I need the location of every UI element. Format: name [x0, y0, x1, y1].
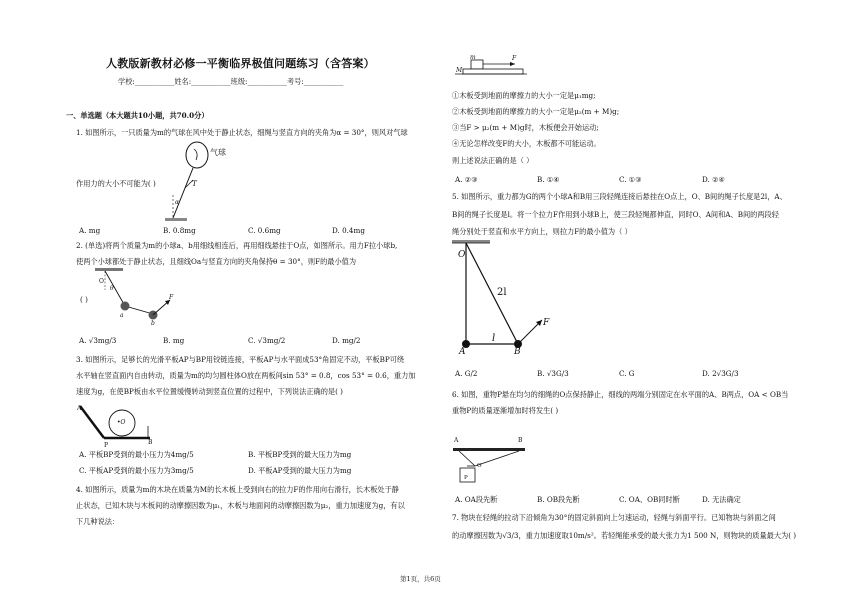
- student-info-line: 学校:___________姓名:___________班级:___________考号:___________: [118, 77, 344, 86]
- q5-option-b: B. √3G/3: [537, 369, 569, 378]
- q5-l-label: l: [492, 333, 496, 344]
- q5-line2: B间的绳子长度是l。将一个拉力F作用到小球B上，使三段轻绳都伸直，同时O、A间和A、B间的两段轻: [452, 210, 779, 219]
- q4-statement-3: ③当F > μ₂(m + M)g时，木板便会开始运动;: [452, 123, 599, 132]
- q4-ask: 则上述说法正确的是（ ）: [452, 156, 534, 165]
- q2-F-label: F: [169, 294, 174, 301]
- q3-line3: 速度为g，在使BP板由水平位置缓慢转动到竖直位置的过程中，下列说法正确的是( ): [76, 387, 343, 396]
- q5-rope-figure: [452, 240, 567, 358]
- q4-option-a: A. ②③: [455, 175, 478, 184]
- q1-option-c: C. 0.6mg: [248, 226, 281, 235]
- q1-option-b: B. 0.8mg: [163, 226, 196, 235]
- q1-line1: 1. 如图所示，一只质量为m的气球在风中处于静止状态，细绳与竖直方向的夹角为α = 30°，则风对气球: [76, 128, 408, 137]
- q6-B-label: B: [518, 437, 523, 444]
- q3-line2: 水平轴在竖直面内自由转动，质量为m的均匀圆柱体O放在两板间sin 53° = 0.8，cos 53° = 0.6，重力加: [76, 371, 416, 380]
- q4-option-b: B. ①④: [537, 175, 560, 184]
- q1-option-a: A. mg: [79, 226, 101, 235]
- q5-option-a: A. G/2: [455, 369, 478, 378]
- page-title: 人教版新教材必修一平衡临界极值问题练习（含答案）: [106, 57, 375, 70]
- q5-O-label: O: [458, 250, 466, 260]
- page-number: 第1页，共6页: [400, 575, 441, 583]
- q6-line1: 6. 如图，重物P悬在均匀的细绳的O点保持静止，细线的两端分别固定在水平面的A、B两点，OA < OB当: [452, 390, 789, 399]
- q2-theta-label: θ: [110, 285, 114, 292]
- q1-alpha-label: α: [175, 199, 180, 206]
- q5-line3: 绳分别处于竖直和水平方向上，则拉力F的最小值为（ ）: [452, 227, 632, 236]
- q7-line2: 的动摩擦因数为√3/3，重力加速度取10m/s²。若轻绳能承受的最大张力为1 500 N，则物块的质量最大为( ): [452, 531, 797, 540]
- q6-option-a: A. OA段先断: [455, 495, 498, 504]
- q4-board-figure: [455, 55, 530, 80]
- q5-2l-label: 2l: [497, 287, 507, 298]
- q3-option-d: D. 平板AP受到的最大压力为mg: [248, 466, 352, 475]
- q1-T-label: T: [192, 179, 197, 188]
- q6-option-c: C. OA、OB同时断: [619, 495, 680, 504]
- q6-A-label: A: [454, 437, 459, 444]
- q3-option-a: A. 平板BP受到的最小压力为4mg/5: [79, 450, 194, 459]
- q3-A-label: A: [77, 405, 82, 412]
- q4-line3: 下几种说法：: [76, 517, 120, 526]
- q6-O-label: O: [477, 463, 482, 469]
- q5-line1: 5. 如图所示，重力都为G的两个小球A和B用三段轻绳连接后悬挂在O点上，O、B间的绳子长度是2l，A、: [452, 192, 787, 201]
- q4-m-label: m: [470, 54, 476, 61]
- q6-option-b: B. OB段先断: [537, 495, 580, 504]
- q4-F-label: F: [512, 55, 517, 62]
- q3-option-b: B. 平板BP受到的最大压力为mg: [248, 450, 352, 459]
- q2-O-label: O: [99, 278, 104, 285]
- q5-F-label: F: [543, 318, 550, 328]
- q5-B-label: B: [514, 347, 521, 357]
- q3-option-c: C. 平板AP受到的最小压力为3mg/5: [79, 466, 194, 475]
- q2-line1: 2. (单选)将两个质量为m的小球a、b用细线相连后，再用细线悬挂于O点，如图所示。用力F拉小球b,: [76, 241, 398, 250]
- q2-option-a: A. √3mg/3: [79, 336, 117, 345]
- q3-O-label: •O: [117, 419, 126, 426]
- q2-option-b: B. mg: [163, 336, 185, 345]
- section-heading: 一、单选题（本大题共10小题，共70.0分）: [66, 111, 209, 120]
- q4-option-c: C. ①③: [619, 175, 642, 184]
- q1-balloon-label: 气球: [210, 148, 226, 157]
- q4-M-label: M: [456, 67, 463, 74]
- q4-statement-1: ①木板受到地面的摩擦力的大小一定是μ₁mg;: [452, 91, 596, 100]
- q7-line1: 7. 物块在轻绳的拉动下沿倾角为30°的固定斜面向上匀速运动，轻绳与斜面平行。已知物块与斜面之间: [452, 513, 776, 522]
- q2-option-d: D. mg/2: [332, 336, 361, 345]
- string-line: [173, 168, 193, 218]
- q2-option-c: C. √3mg/2: [248, 336, 286, 345]
- q4-line1: 4. 如图所示，质量为m的木块在质量为M的长木板上受到向右的拉力F的作用向右滑行，长木板处于静: [76, 485, 399, 494]
- q6-line2: 重物P的质量逐渐增加时将发生( ): [452, 406, 559, 415]
- q4-line2: 止状态，已知木块与木板间的动摩擦因数为μ₁，木板与地面间的动摩擦因数为μ₂，重力加速度为g，有以: [76, 501, 405, 510]
- q1-line2: 作用力的大小不可能为( ): [76, 179, 156, 188]
- q2-a-label: a: [120, 312, 124, 319]
- q5-option-c: C. G: [619, 369, 635, 378]
- q1-option-d: D. 0.4mg: [332, 226, 365, 235]
- q6-P-label: P: [464, 475, 468, 481]
- rope-OB: [466, 243, 518, 344]
- q3-line1: 3. 如图所示，足够长的光滑平板AP与BP用铰链连接，平板AP与水平面成53°角固定不动，平板BP可绕: [76, 355, 405, 364]
- q5-A-label: A: [459, 347, 466, 357]
- q4-statement-2: ②木板受到地面的摩擦力的大小一定是μ₂(m + M)g;: [452, 107, 620, 116]
- q3-B-label: B: [148, 439, 153, 446]
- q5-option-d: D. 2√3G/3: [702, 369, 739, 378]
- q3-P-label: P: [104, 442, 109, 449]
- q4-statement-4: ④无论怎样改变F的大小，木板都不可能运动。: [452, 139, 601, 148]
- q6-option-d: D. 无法确定: [702, 495, 741, 504]
- q2-line2: 使两个小球都处于静止状态，且细线Oa与竖直方向的夹角保持θ = 30°，则F的最小值为: [76, 257, 357, 266]
- board-M: [463, 69, 523, 74]
- q4-option-d: D. ②④: [702, 175, 725, 184]
- q2-b-label: b: [151, 320, 155, 327]
- q2-line3: ( ): [80, 295, 88, 304]
